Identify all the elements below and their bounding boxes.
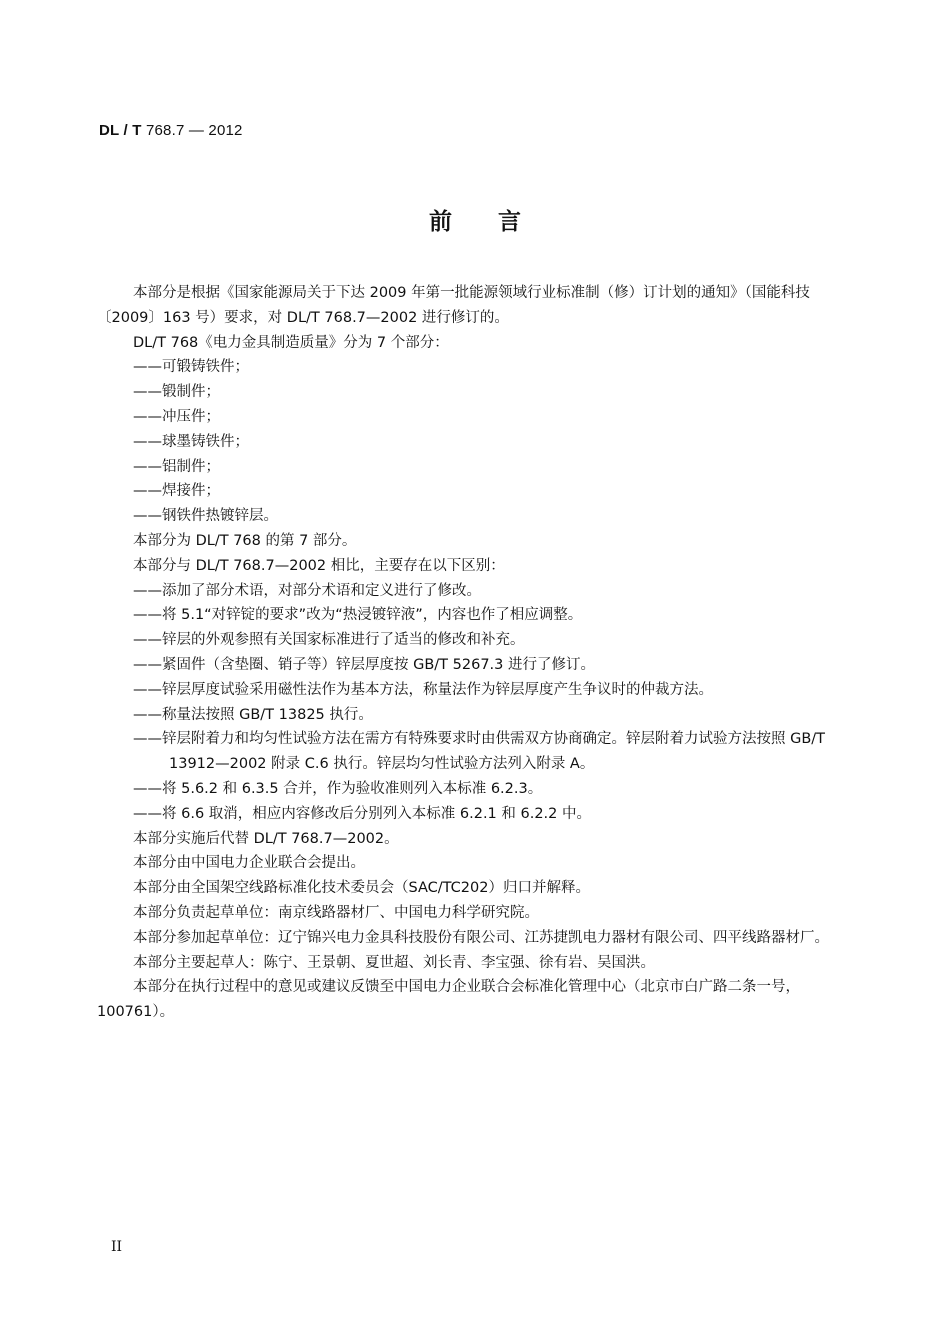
foreword-body <box>97 281 853 1025</box>
list-item: ——锻制件； <box>133 384 220 401</box>
list-item: ——添加了部分术语，对部分术语和定义进行了修改。 <box>133 582 481 599</box>
paragraph: 本部分为 DL/T 768 的第 7 部分。 <box>133 532 357 549</box>
list-item: ——将 6.6 取消，相应内容修改后分别列入本标准 6.2.1 和 6.2.2 中。 <box>133 805 592 822</box>
standard-code <box>99 122 243 139</box>
list-item: ——焊接件； <box>133 483 220 500</box>
list-item: ——锌层附着力和均匀性试验方法在需方有特殊要求时由供需双方协商确定。锌层附着力试验方法按照 GB/T 13912—2002 附录 C.6 执行。锌层均匀性试验方法列入附录 A。 <box>133 731 826 773</box>
paragraph: 本部分负责起草单位：南京线路器材厂、中国电力科学研究院。 <box>133 904 539 921</box>
list-item: ——称量法按照 GB/T 13825 执行。 <box>133 706 373 723</box>
paragraph: 本部分由全国架空线路标准化技术委员会（SAC/TC202）归口并解释。 <box>133 880 590 897</box>
list-item: ——球墨铸铁件； <box>133 433 249 450</box>
list-item: ——可锻铸铁件； <box>133 359 249 376</box>
list-item: ——冲压件； <box>133 408 220 425</box>
paragraph: 本部分是根据《国家能源局关于下达 2009 年第一批能源领域行业标准制（修）订计划的通知》（国能科技〔2009〕163 号）要求，对 DL/T 768.7—2002 进行修订的。 <box>97 285 810 326</box>
paragraph: 本部分实施后代替 DL/T 768.7—2002。 <box>133 830 399 847</box>
standard-code-prefix: DL / T <box>99 122 142 139</box>
paragraph: 本部分与 DL/T 768.7—2002 相比，主要存在以下区别： <box>133 557 505 574</box>
list-item: ——铝制件； <box>133 458 220 475</box>
page-number: II <box>111 1239 123 1255</box>
standard-code-number: 768.7 — 2012 <box>141 122 243 139</box>
list-item: ——将 5.6.2 和 6.3.5 合并，作为验收准则列入本标准 6.2.3。 <box>133 780 543 797</box>
page-title: 前言 <box>429 209 567 235</box>
paragraph: 本部分由中国电力企业联合会提出。 <box>133 855 365 872</box>
paragraph: 本部分参加起草单位：辽宁锦兴电力金具科技股份有限公司、江苏捷凯电力器材有限公司、四平线路器材厂。 <box>133 929 829 946</box>
list-item: ——紧固件（含垫圈、销子等）锌层厚度按 GB/T 5267.3 进行了修订。 <box>133 656 595 673</box>
list-item: ——锌层厚度试验采用磁性法作为基本方法，称量法作为锌层厚度产生争议时的仲裁方法。 <box>133 681 713 698</box>
list-item: ——钢铁件热镀锌层。 <box>133 508 278 525</box>
paragraph: 本部分在执行过程中的意见或建议反馈至中国电力企业联合会标准化管理中心（北京市白广路二条一号，100761）。 <box>97 979 800 1021</box>
paragraph: DL/T 768《电力金具制造质量》分为 7 个部分： <box>133 334 449 351</box>
list-item: ——锌层的外观参照有关国家标准进行了适当的修改和补充。 <box>133 632 525 649</box>
paragraph: 本部分主要起草人：陈宁、王景朝、夏世超、刘长青、李宝强、徐有岩、吴国洪。 <box>133 954 655 971</box>
list-item: ——将 5.1“对锌锭的要求”改为“热浸镀锌液”，内容也作了相应调整。 <box>133 607 583 624</box>
